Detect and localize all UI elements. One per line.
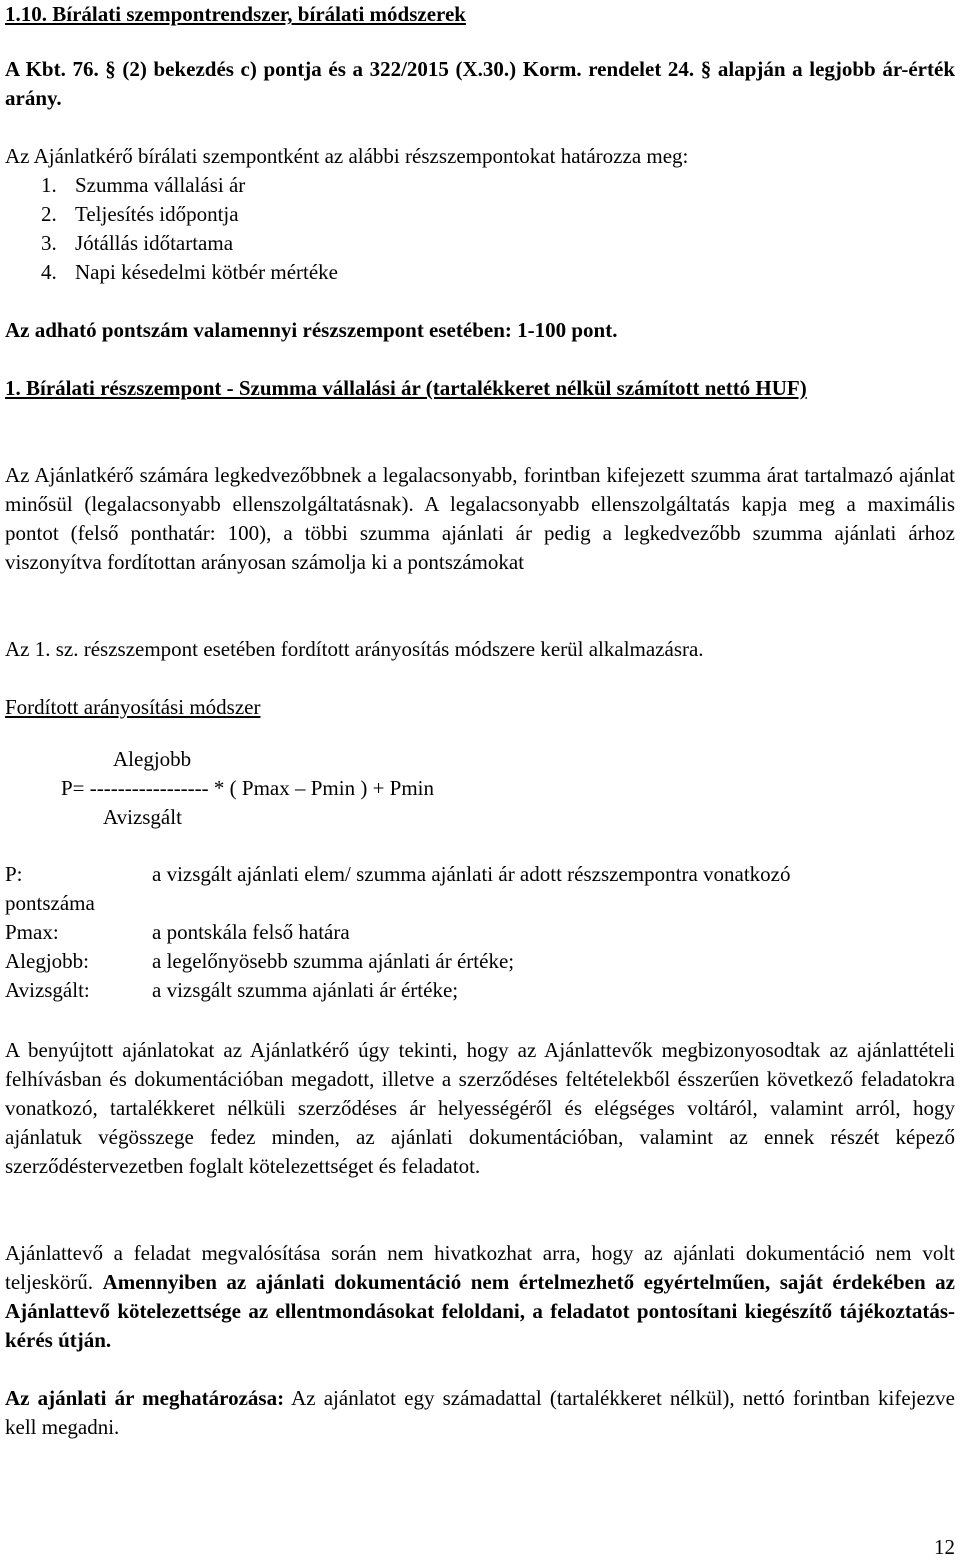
formula-expression: P= ----------------- * ( Pmax – Pmin ) + Pmin	[61, 776, 435, 800]
definitions-list	[5, 860, 955, 1005]
definition-row	[5, 976, 955, 1005]
legal-basis: A Kbt. 76. § (2) bekezdés c) pontja és a 322/2015 (X.30.) Korm. rendelet 24. § alapján a legjobb ár-érték arány.	[5, 57, 955, 110]
definition-term: pontszáma	[5, 891, 95, 915]
criteria-number: 4.	[41, 260, 57, 284]
submitted-offers-paragraph: A benyújtott ajánlatokat az Ajánlatkérő úgy tekinti, hogy az Ajánlattevők megbizonyosodtak az ajánlattételi felhívásban és dokumentációban megadott, illetve a szerződéses feltételekből ésszerűen következő feladatokra vonatkozó, tartalékkeret nélküli szerződéses ár helyességéről és elégséges voltáról, valamint arról, hogy ajánlatuk végösszege fedez minden, az ajánlati dokumentációban, valamint az ennek részét képező szerződéstervezetben foglalt kötelezettséget és feladatot.	[5, 1038, 955, 1178]
criteria-label: Jótállás időtartama	[75, 231, 234, 255]
definition-term: Alegjobb:	[5, 949, 89, 973]
subcriterion-title: 1. Bírálati részszempont - Szumma vállalási ár (tartalékkeret nélkül számított nettó HUF)	[5, 376, 807, 400]
price-text: Az ajánlatot egy számadattal (tartalékkeret nélkül), nettó forintban kifejezve kell megadni.	[5, 1386, 955, 1439]
page-number: 12	[934, 1535, 955, 1559]
criteria-item	[5, 200, 955, 229]
criteria-intro: Az Ajánlatkérő bírálati szempontként az alábbi részszempontokat határozza meg:	[5, 144, 689, 168]
criteria-item	[5, 229, 955, 258]
definition-desc	[152, 889, 955, 918]
definition-desc: a vizsgált ajánlati elem/ szumma ajánlati ár adott részszempontra vonatkozó	[152, 862, 791, 886]
score-range: Az adható pontszám valamennyi részszempont esetében: 1-100 pont.	[5, 318, 618, 342]
criteria-number: 3.	[41, 231, 57, 255]
bidder-paragraph	[5, 1239, 955, 1355]
definition-desc: a legelőnyösebb szumma ajánlati ár értéke;	[152, 949, 515, 973]
criteria-list	[5, 171, 955, 287]
criteria-label: Szumma vállalási ár	[75, 173, 246, 197]
criteria-number: 1.	[41, 173, 57, 197]
price-label: Az ajánlati ár meghatározása:	[5, 1386, 285, 1410]
subcriterion-description: Az Ajánlatkérő számára legkedvezőbbnek a legalacsonyabb, forintban kifejezett szumma árat tartalmazó ajánlat minősül (legalacsonyabb ellenszolgáltatásnak). A legalacsonyabb ellenszolgáltatás kapja meg a maximális pontot (felső ponthatár: 100), a többi szumma ajánlati ár pedig a legkedvezőbb szumma ajánlati árhoz viszonyítva fordítottan arányosan számolja ki a pontszámokat	[5, 463, 955, 574]
criteria-label: Teljesítés időpontja	[75, 202, 239, 226]
definition-row	[5, 918, 955, 947]
bidder-text: Ajánlattevő a feladat megvalósítása során nem hivatkozhat arra, hogy az ajánlati dokumentáció nem volt teljeskörű.	[5, 1241, 955, 1294]
definition-row	[5, 889, 955, 918]
method-title: Fordított arányosítási módszer	[5, 695, 261, 719]
formula-denominator: Avizsgált	[103, 805, 182, 829]
definition-desc: a vizsgált szumma ajánlati ár értéke;	[152, 978, 459, 1002]
method-note: Az 1. sz. részszempont esetében fordított arányosítás módszere kerül alkalmazásra.	[5, 637, 704, 661]
bidder-bold-text: Amennyiben az ajánlati dokumentáció nem értelmezhető egyértelműen, saját érdekében az Ajánlattevő kötelezettsége az ellentmondásokat feloldani, a feladatot pontosítani kiegészítő tájékoztatás-kérés útján.	[5, 1270, 955, 1352]
definition-term: Avizsgált:	[5, 978, 90, 1002]
criteria-number: 2.	[41, 202, 57, 226]
definition-term: Pmax:	[5, 920, 59, 944]
definition-desc: a pontskála felső határa	[152, 920, 350, 944]
criteria-item	[5, 258, 955, 287]
section-heading: 1.10. Bírálati szempontrendszer, bírálati módszerek	[5, 2, 466, 26]
criteria-item	[5, 171, 955, 200]
definition-row	[5, 860, 955, 889]
formula-numerator: Alegjobb	[113, 747, 192, 771]
definition-row	[5, 947, 955, 976]
price-paragraph	[5, 1384, 955, 1442]
criteria-label: Napi késedelmi kötbér mértéke	[75, 260, 338, 284]
definition-term: P:	[5, 862, 23, 886]
